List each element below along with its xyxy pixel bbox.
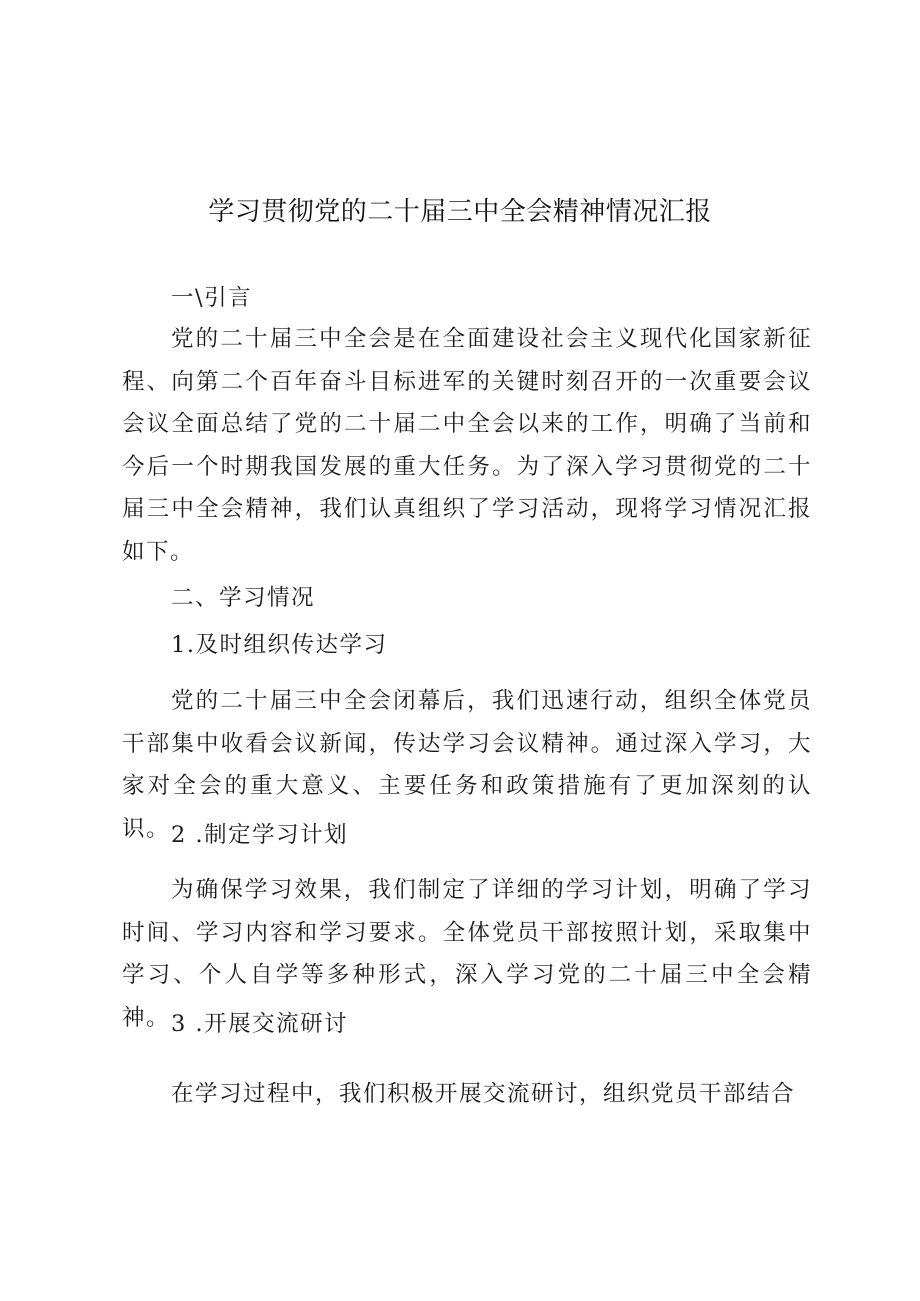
document-title: 学习贯彻党的二十届三中全会精神情况汇报 (208, 197, 712, 227)
intro-paragraph: 党的二十届三中全会是在全面建设社会主义现代化国家新征程、向第二个百年奋斗目标进军的关键时刻召开的一次重要会议会议全面总结了党的二十届二中全会以来的工作，明确了当前和今后一个时期我国发展的重大任务。为了深入学习贯彻党的二十届三中全会精神，我们认真组织了学习活动，现将学习情况汇报如下。 (122, 326, 812, 565)
item-paragraph-2: 为确保学习效果，我们制定了详细的学习计划，明确了学习时间、学习内容和学习要求。全体党员干部按照计划，采取集中学习、个人自学等多种形式，深入学习党的二十届三中全会精神。 (122, 877, 812, 1031)
item-heading-2: 2 .制定学习计划 (171, 822, 349, 848)
section-heading-study: 二、学习情况 (171, 585, 316, 611)
section-heading-intro: 一\引言 (171, 285, 253, 311)
item-heading-1: 1.及时组织传达学习 (171, 632, 388, 658)
item-paragraph-3: 在学习过程中，我们积极开展交流研讨，组织党员干部结合 (171, 1081, 796, 1107)
item-paragraph-1: 党的二十届三中全会闭幕后，我们迅速行动，组织全体党员干部集中收看会议新闻，传达学习会议精神。通过深入学习，大家对全会的重大意义、主要任务和政策措施有了更加深刻的认识。 (122, 688, 812, 842)
item-heading-3: 3 .开展交流研讨 (171, 1011, 349, 1037)
